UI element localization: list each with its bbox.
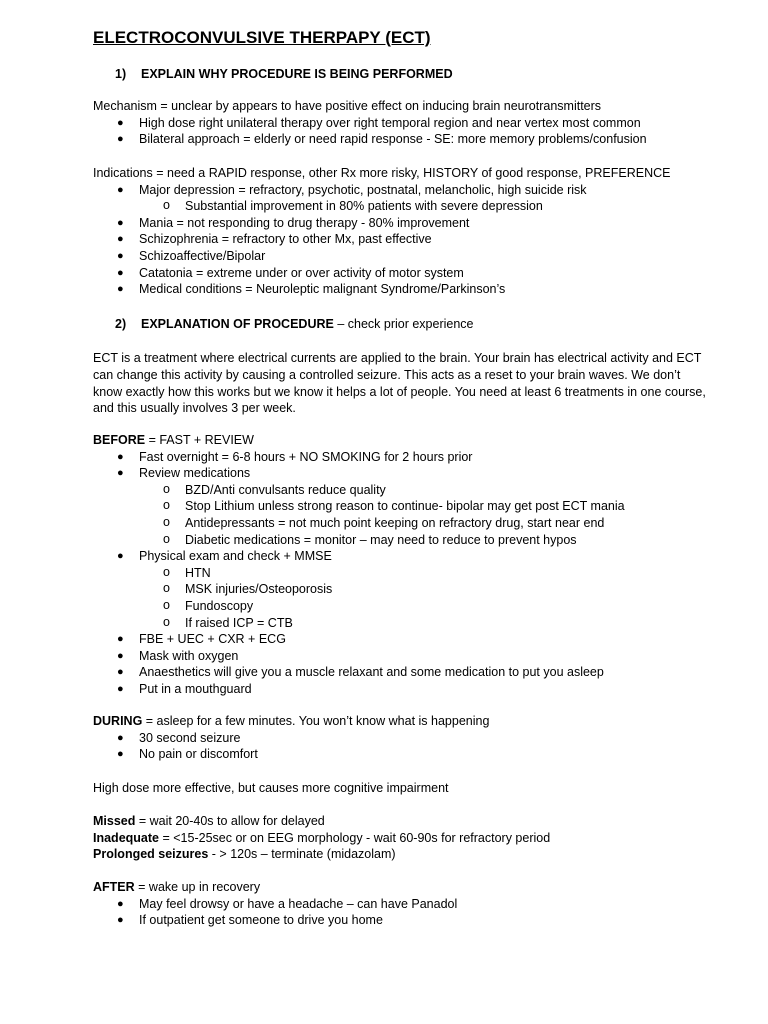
list-item-text: FBE + UEC + CXR + ECG [139, 632, 286, 647]
prolonged-key: Prolonged seizures [93, 847, 209, 862]
prolonged-line [93, 846, 708, 863]
sub-list-item [93, 581, 708, 598]
list-item [93, 131, 708, 148]
procedure-explanation [93, 350, 710, 417]
before-key: BEFORE [93, 433, 146, 447]
sub-bullet-icon: o [163, 498, 170, 513]
list-item [93, 896, 708, 913]
mechanism-block [93, 98, 708, 148]
list-item-text: Mania = not responding to drug therapy - 80% improvement [139, 215, 470, 230]
sub-list-item [93, 515, 708, 532]
before-list [93, 449, 708, 698]
list-item-text: Mask with oxygen [139, 648, 239, 663]
bullet-icon: ● [117, 450, 124, 463]
list-item-text: May feel drowsy or have a headache – can have Panadol [139, 896, 458, 911]
list-item-text: HTN [185, 565, 211, 580]
section-1-heading [115, 66, 708, 83]
list-item [93, 231, 708, 248]
bullet-icon: ● [117, 249, 124, 262]
list-item [93, 281, 708, 298]
during-key: DURING [93, 714, 143, 728]
bullet-icon: ● [117, 133, 124, 146]
list-item-text: Fundoscopy [185, 598, 254, 613]
bullet-icon: ● [117, 467, 124, 480]
bullet-icon: ● [117, 666, 124, 679]
during-block [93, 713, 708, 763]
list-item-text: Antidepressants = not much point keeping on refractory drug, start near end [185, 515, 605, 530]
list-item [93, 648, 708, 665]
bullet-icon: ● [117, 550, 124, 563]
list-item [93, 664, 708, 681]
bullet-icon: ● [117, 283, 124, 296]
missed-text: = wait 20-40s to allow for delayed [135, 814, 325, 828]
list-item [93, 248, 708, 265]
sub-bullet-icon: o [163, 564, 170, 579]
list-item-text: Schizophrenia = refractory to other Mx, past effective [139, 232, 432, 247]
list-item-text: No pain or discomfort [139, 747, 258, 762]
list-item [93, 182, 708, 199]
sub-list-item [93, 565, 708, 582]
list-item [93, 115, 708, 132]
sub-bullet-icon: o [163, 514, 170, 529]
list-item-text: Substantial improvement in 80% patients with severe depression [185, 199, 543, 214]
sub-list-item [93, 615, 708, 632]
list-item [93, 548, 708, 565]
indications-list [93, 182, 708, 298]
indications-block [93, 165, 708, 298]
sub-list-item [93, 598, 708, 615]
list-item-text: Stop Lithium unless strong reason to continue- bipolar may get post ECT mania [185, 499, 625, 514]
document-title: ELECTROCONVULSIVE THERPAPY (ECT) [93, 28, 431, 47]
after-block [93, 879, 708, 929]
bullet-icon: ● [117, 914, 124, 927]
sub-bullet-icon: o [163, 597, 170, 612]
bullet-icon: ● [117, 748, 124, 761]
after-key: AFTER [93, 880, 135, 894]
bullet-icon: ● [117, 183, 124, 196]
list-item [93, 681, 708, 698]
list-item-text: Review medications [139, 466, 251, 481]
after-list [93, 896, 708, 929]
list-item-text: Medical conditions = Neuroleptic malignant Syndrome/Parkinson’s [139, 282, 506, 297]
list-item [93, 631, 708, 648]
section-2-note: – check prior experience [333, 317, 474, 331]
inadequate-text: = <15-25sec or on EEG morphology - wait 60-90s for refractory period [159, 830, 551, 845]
list-item-text: Bilateral approach = elderly or need rapid response - SE: more memory problems/confusion [139, 132, 647, 147]
bullet-icon: ● [117, 682, 124, 695]
missed-key: Missed [93, 814, 136, 828]
list-item-text: Diabetic medications = monitor – may need to reduce to prevent hypos [185, 532, 577, 547]
bullet-icon: ● [117, 266, 124, 279]
list-item-text: Put in a mouthguard [139, 681, 252, 696]
sub-list-item [93, 498, 708, 515]
section-2-label: EXPLANATION OF PROCEDURE [141, 317, 334, 331]
list-item-text: MSK injuries/Osteoporosis [185, 582, 333, 597]
list-item-text: Physical exam and check + MMSE [139, 549, 332, 564]
sub-bullet-icon: o [163, 614, 170, 629]
bullet-icon: ● [117, 633, 124, 646]
list-item [93, 465, 708, 482]
sub-bullet-icon: o [163, 531, 170, 546]
during-line: = asleep for a few minutes. You won’t know what is happening [142, 714, 490, 728]
list-item-text: High dose right unilateral therapy over right temporal region and near vertex most common [139, 115, 641, 130]
list-item [93, 265, 708, 282]
list-item-text: BZD/Anti convulsants reduce quality [185, 482, 386, 497]
high-dose-line: High dose more effective, but causes more cognitive impairment [93, 781, 449, 795]
bullet-icon: ● [117, 216, 124, 229]
list-item-text: Fast overnight = 6-8 hours + NO SMOKING for 2 hours prior [139, 449, 473, 464]
list-item-text: Schizoaffective/Bipolar [139, 248, 266, 263]
inadequate-key: Inadequate [93, 830, 159, 845]
during-list [93, 730, 708, 763]
list-item [93, 912, 708, 929]
sub-bullet-icon: o [163, 581, 170, 596]
bullet-icon: ● [117, 731, 124, 744]
before-block [93, 432, 708, 698]
section-1-number: 1) [115, 67, 127, 81]
sub-bullet-icon: o [163, 198, 170, 213]
bullet-icon: ● [117, 649, 124, 662]
bullet-icon: ● [117, 233, 124, 246]
before-line: = FAST + REVIEW [145, 433, 254, 447]
missed-line [93, 813, 708, 830]
prolonged-text: - > 120s – terminate (midazolam) [208, 847, 396, 862]
list-item [93, 746, 708, 763]
sub-bullet-icon: o [163, 481, 170, 496]
seizure-block [93, 813, 708, 863]
sub-list-item [93, 198, 708, 215]
high-dose-note [93, 780, 708, 797]
sub-list-item [93, 482, 708, 499]
bullet-icon: ● [117, 897, 124, 910]
list-item-text: Major depression = refractory, psychotic, postnatal, melancholic, high suicide risk [139, 182, 587, 197]
inadequate-line [93, 830, 708, 847]
procedure-paragraph: ECT is a treatment where electrical currents are applied to the brain. Your brain has electrical activity and ECT can change this activity by causing a controlled seizure. This acts as a reset to your brain waves. We don’t know exactly how this works but we know it helps a lot of people. You need at least 6 treatments in one course, and this usually involves 3 per week. [93, 351, 706, 416]
after-line: = wake up in recovery [134, 880, 261, 894]
section-2-number: 2) [115, 317, 127, 331]
list-item [93, 730, 708, 747]
list-item [93, 215, 708, 232]
list-item-text: Anaesthetics will give you a muscle relaxant and some medication to put you asleep [139, 665, 604, 680]
list-item-text: If outpatient get someone to drive you home [139, 913, 383, 928]
indications-line: Indications = need a RAPID response, other Rx more risky, HISTORY of good response, PREFERENCE [93, 166, 671, 180]
section-1-label: EXPLAIN WHY PROCEDURE IS BEING PERFORMED [141, 67, 453, 81]
list-item-text: Catatonia = extreme under or over activity of motor system [139, 265, 464, 280]
bullet-icon: ● [117, 116, 124, 129]
section-2-heading [115, 316, 708, 333]
mechanism-line: Mechanism = unclear by appears to have positive effect on inducing brain neurotransmitters [93, 99, 602, 113]
sub-list-item [93, 532, 708, 549]
list-item-text: If raised ICP = CTB [185, 615, 293, 630]
mechanism-list [93, 115, 708, 148]
list-item [93, 449, 708, 466]
list-item-text: 30 second seizure [139, 730, 241, 745]
